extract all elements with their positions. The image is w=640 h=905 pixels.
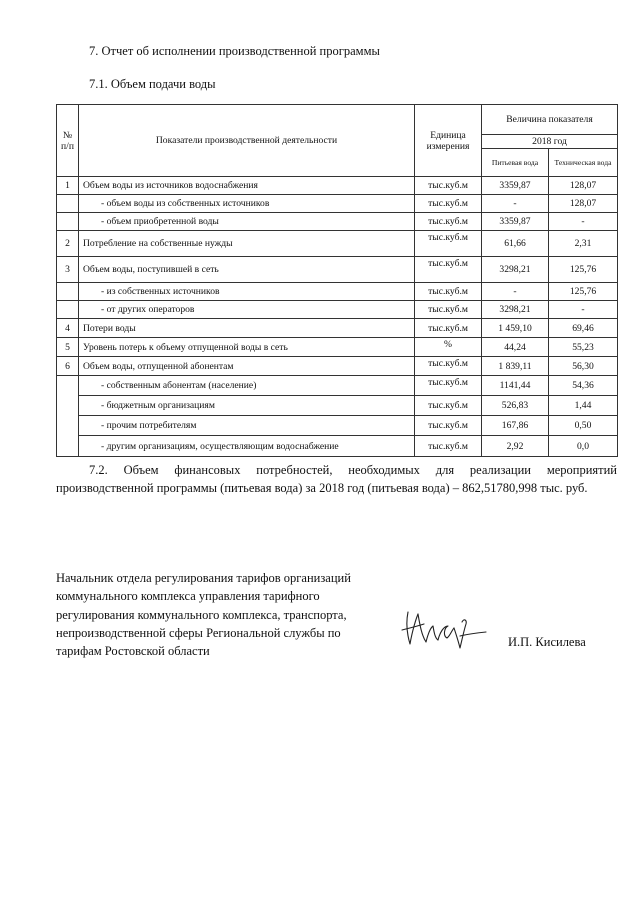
- row-indicator: - прочим потребителям: [79, 416, 415, 436]
- row-unit: тыс.куб.м: [415, 195, 482, 213]
- header-indicator: Показатели производственной деятельности: [79, 105, 415, 177]
- table-row: [57, 396, 618, 416]
- row-indicator: - от других операторов: [79, 301, 415, 319]
- table-row: [57, 338, 618, 357]
- signer-title-line: регулирования коммунального комплекса, транспорта,: [56, 607, 347, 622]
- subsection-heading: 7.1. Объем подачи воды: [89, 77, 216, 91]
- row-indicator: Уровень потерь к объему отпущенной воды в сеть: [79, 338, 415, 357]
- row-number: 1: [57, 177, 79, 195]
- table-row: [57, 357, 618, 376]
- handwritten-signature: [400, 600, 490, 652]
- row-unit: тыс.куб.м: [415, 416, 482, 436]
- table-row: [57, 177, 618, 195]
- row-indicator: - бюджетным организациям: [79, 396, 415, 416]
- row-drinking-value: 3298,21: [482, 257, 549, 283]
- row-technical-value: 54,36: [549, 376, 618, 396]
- row-drinking-value: 61,66: [482, 231, 549, 257]
- row-technical-value: 0,0: [549, 436, 618, 457]
- row-technical-value: 128,07: [549, 195, 618, 213]
- row-drinking-value: 526,83: [482, 396, 549, 416]
- row-indicator: - объем приобретенной воды: [79, 213, 415, 231]
- row-indicator: Объем воды из источников водоснабжения: [79, 177, 415, 195]
- row-drinking-value: 3359,87: [482, 213, 549, 231]
- row-unit: тыс.куб.м: [415, 213, 482, 231]
- row-indicator: - объем воды из собственных источников: [79, 195, 415, 213]
- row-drinking-value: -: [482, 283, 549, 301]
- row-indicator: Потребление на собственные нужды: [79, 231, 415, 257]
- row-indicator: Объем воды, отпущенной абонентам: [79, 357, 415, 376]
- row-technical-value: 125,76: [549, 283, 618, 301]
- signer-title-line: тарифам Ростовской области: [56, 644, 210, 659]
- header-number: № п/п: [57, 105, 79, 177]
- row-technical-value: 0,50: [549, 416, 618, 436]
- table-row: [57, 231, 618, 257]
- row-technical-value: 1,44: [549, 396, 618, 416]
- row-unit: тыс.куб.м: [415, 376, 482, 396]
- row-technical-value: -: [549, 213, 618, 231]
- row-technical-value: 128,07: [549, 177, 618, 195]
- row-unit: тыс.куб.м: [415, 301, 482, 319]
- row-technical-value: 125,76: [549, 257, 618, 283]
- row-number: 2: [57, 231, 79, 257]
- row-drinking-value: 1 459,10: [482, 319, 549, 338]
- row-unit: %: [415, 338, 482, 357]
- table-row: [57, 213, 618, 231]
- row-indicator: Потери воды: [79, 319, 415, 338]
- row-technical-value: 56,30: [549, 357, 618, 376]
- row-number: [57, 195, 79, 213]
- signer-title-line: Начальник отдела регулирования тарифов организаций: [56, 571, 351, 585]
- row-unit: тыс.куб.м: [415, 357, 482, 376]
- row-unit: тыс.куб.м: [415, 436, 482, 457]
- row-unit: тыс.куб.м: [415, 319, 482, 338]
- row-drinking-value: 2,92: [482, 436, 549, 457]
- row-indicator: - собственным абонентам (население): [79, 376, 415, 396]
- header-drinking-water: Питьевая вода: [482, 149, 549, 177]
- row-unit: тыс.куб.м: [415, 231, 482, 257]
- row-technical-value: 2,31: [549, 231, 618, 257]
- row-number: [57, 283, 79, 301]
- header-technical-water: Техническая вода: [549, 149, 618, 177]
- signer-name: И.П. Кисилева: [508, 635, 586, 649]
- table-row: [57, 416, 618, 436]
- water-supply-table: [56, 104, 618, 457]
- row-number: 6: [57, 357, 79, 376]
- header-unit: Единица измерения: [415, 105, 482, 177]
- table-row: [57, 376, 618, 396]
- row-drinking-value: 3298,21: [482, 301, 549, 319]
- section-heading: 7. Отчет об исполнении производственной программы: [89, 44, 380, 58]
- row-number: 4: [57, 319, 79, 338]
- row-drinking-value: 1141,44: [482, 376, 549, 396]
- row-unit: тыс.куб.м: [415, 396, 482, 416]
- row-unit: тыс.куб.м: [415, 177, 482, 195]
- header-year: 2018 год: [482, 135, 618, 149]
- row-drinking-value: -: [482, 195, 549, 213]
- signer-title-line: коммунального комплекса управления тарифного: [56, 589, 320, 604]
- table-row: [57, 436, 618, 457]
- financial-needs-paragraph: 7.2. Объем финансовых потребностей, необходимых для реализации мероприятий производственной программы (питьевая вода) за 2018 год (питьевая вода) – 862,51780,998 тыс. руб.: [56, 463, 617, 495]
- row-unit: тыс.куб.м: [415, 257, 482, 283]
- row-indicator: - из собственных источников: [79, 283, 415, 301]
- header-value: Величина показателя: [482, 105, 618, 135]
- row-number: [57, 213, 79, 231]
- row-unit: тыс.куб.м: [415, 283, 482, 301]
- row-number: 5: [57, 338, 79, 357]
- signer-title: [56, 569, 396, 660]
- row-drinking-value: 167,86: [482, 416, 549, 436]
- row-number: 3: [57, 257, 79, 283]
- row-technical-value: 69,46: [549, 319, 618, 338]
- row-technical-value: -: [549, 301, 618, 319]
- row-number: [57, 301, 79, 319]
- table-row: [57, 195, 618, 213]
- row-indicator: - другим организациям, осуществляющим водоснабжение: [79, 436, 415, 457]
- row-number: [57, 376, 79, 457]
- table-row: [57, 301, 618, 319]
- row-drinking-value: 1 839,11: [482, 357, 549, 376]
- row-drinking-value: 44,24: [482, 338, 549, 357]
- signer-title-line: непроизводственной сферы Региональной службы по: [56, 625, 341, 640]
- row-indicator: Объем воды, поступившей в сеть: [79, 257, 415, 283]
- table-row: [57, 319, 618, 338]
- row-technical-value: 55,23: [549, 338, 618, 357]
- table-row: [57, 257, 618, 283]
- table-row: [57, 283, 618, 301]
- row-drinking-value: 3359,87: [482, 177, 549, 195]
